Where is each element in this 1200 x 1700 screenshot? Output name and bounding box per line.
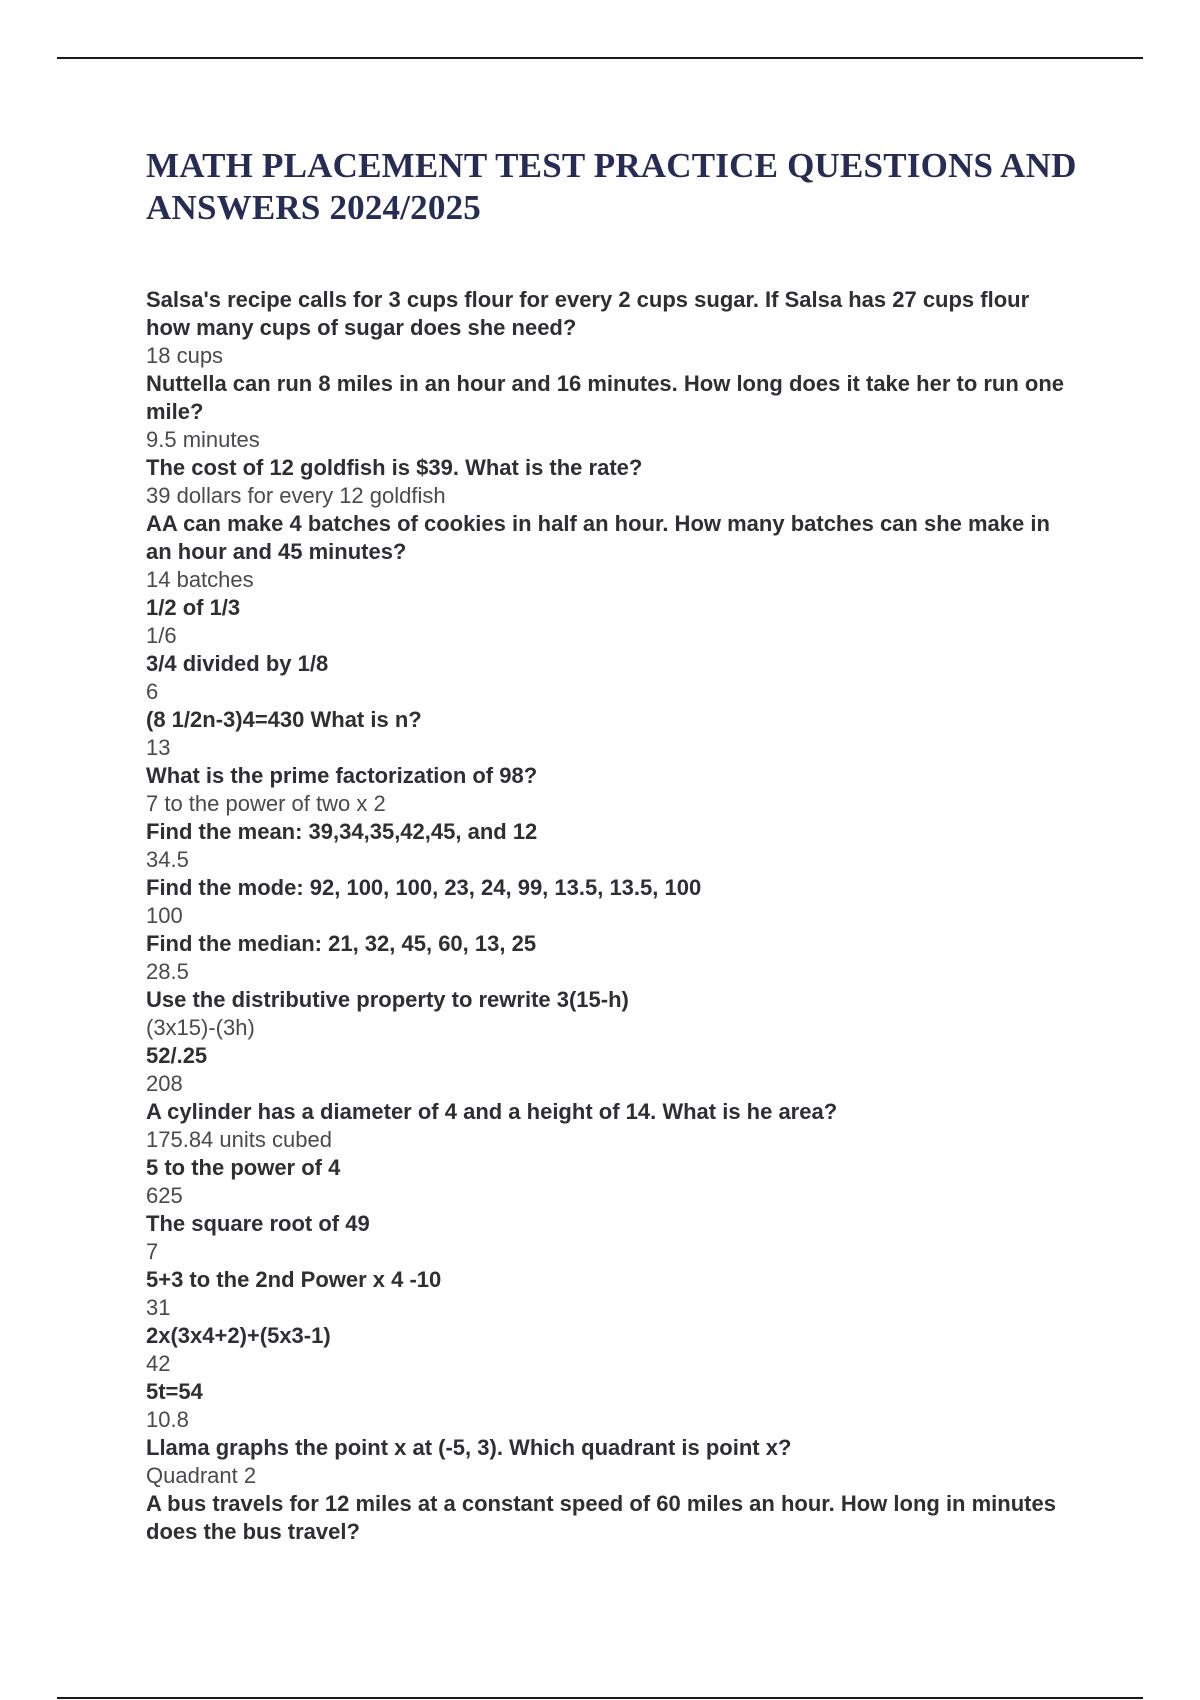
qa-item: [146, 1322, 1076, 1378]
qa-item: [146, 1266, 1076, 1322]
answer-text: (3x15)-(3h): [146, 1015, 255, 1040]
question-text: What is the prime factorization of 98?: [146, 763, 538, 788]
answer-text: 42: [146, 1351, 171, 1376]
question-text: 5 to the power of 4: [146, 1155, 341, 1180]
answer-text: 39 dollars for every 12 goldfish: [146, 483, 446, 508]
question-text: A bus travels for 12 miles at a constant speed of 60 miles an hour. How long in minutes does the bus travel?: [146, 1491, 1056, 1544]
question-text: Find the mean: 39,34,35,42,45, and 12: [146, 819, 538, 844]
question-text: Nuttella can run 8 miles in an hour and 16 minutes. How long does it take her to run one mile?: [146, 371, 1065, 424]
qa-item: [146, 454, 1076, 510]
answer-text: 6: [146, 679, 159, 704]
qa-item: [146, 286, 1076, 370]
question-text: The cost of 12 goldfish is $39. What is the rate?: [146, 455, 643, 480]
answer-text: 14 batches: [146, 567, 254, 592]
question-text: 52/.25: [146, 1043, 208, 1068]
answer-text: 625: [146, 1183, 183, 1208]
question-text: 5+3 to the 2nd Power x 4 -10: [146, 1267, 442, 1292]
top-rule: [57, 57, 1143, 59]
qa-item: [146, 1434, 1076, 1490]
document-title: MATH PLACEMENT TEST PRACTICE QUESTIONS AND ANSWERS 2024/2025: [146, 146, 1077, 227]
question-text: 5t=54: [146, 1379, 203, 1404]
answer-text: 175.84 units cubed: [146, 1127, 332, 1152]
qa-item: [146, 650, 1076, 706]
question-text: Find the median: 21, 32, 45, 60, 13, 25: [146, 931, 537, 956]
answer-text: 10.8: [146, 1407, 189, 1432]
bottom-rule: [57, 1697, 1143, 1699]
question-text: 1/2 of 1/3: [146, 595, 241, 620]
answer-text: 34.5: [146, 847, 189, 872]
qa-item: [146, 874, 1076, 930]
qa-item: [146, 1154, 1076, 1210]
qa-item: [146, 510, 1076, 594]
answer-text: 31: [146, 1295, 171, 1320]
question-text: Salsa's recipe calls for 3 cups flour for every 2 cups sugar. If Salsa has 27 cups flour how many cups of sugar does she need?: [146, 287, 1030, 340]
question-text: Llama graphs the point x at (-5, 3). Which quadrant is point x?: [146, 1435, 792, 1460]
answer-text: 18 cups: [146, 343, 224, 368]
answer-text: 7 to the power of two x 2: [146, 791, 386, 816]
qa-item: [146, 1378, 1076, 1434]
qa-item: [146, 762, 1076, 818]
answer-text: 9.5 minutes: [146, 427, 260, 452]
question-text: AA can make 4 batches of cookies in half an hour. How many batches can she make in an hour and 45 minutes?: [146, 511, 1050, 564]
answer-text: 208: [146, 1071, 183, 1096]
answer-text: 13: [146, 735, 171, 760]
qa-item: [146, 370, 1076, 454]
question-text: A cylinder has a diameter of 4 and a height of 14. What is he area?: [146, 1099, 838, 1124]
answer-text: 7: [146, 1239, 159, 1264]
answer-text: 100: [146, 903, 183, 928]
qa-item: [146, 986, 1076, 1042]
qa-list: [146, 286, 1076, 1546]
question-text: (8 1/2n-3)4=430 What is n?: [146, 707, 422, 732]
qa-item: [146, 1210, 1076, 1266]
question-text: 3/4 divided by 1/8: [146, 651, 329, 676]
question-text: Use the distributive property to rewrite 3(15-h): [146, 987, 629, 1012]
qa-item: [146, 1490, 1076, 1546]
question-text: 2x(3x4+2)+(5x3-1): [146, 1323, 331, 1348]
answer-text: 28.5: [146, 959, 189, 984]
qa-item: [146, 594, 1076, 650]
qa-item: [146, 930, 1076, 986]
qa-item: [146, 1042, 1076, 1098]
answer-text: Quadrant 2: [146, 1463, 257, 1488]
question-text: Find the mode: 92, 100, 100, 23, 24, 99, 13.5, 13.5, 100: [146, 875, 702, 900]
answer-text: 1/6: [146, 623, 177, 648]
qa-item: [146, 706, 1076, 762]
qa-item: [146, 818, 1076, 874]
question-text: The square root of 49: [146, 1211, 370, 1236]
qa-item: [146, 1098, 1076, 1154]
